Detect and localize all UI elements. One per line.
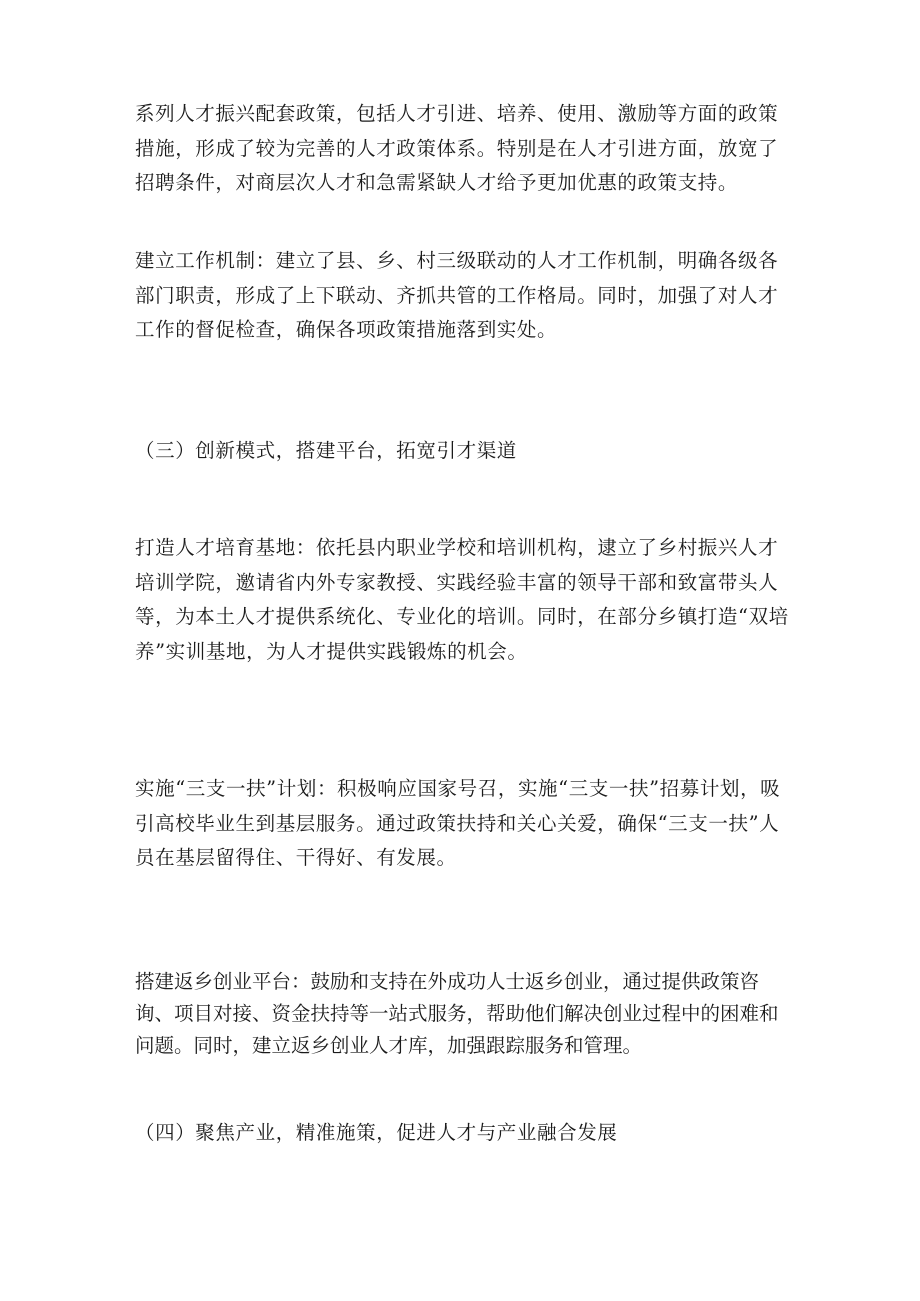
paragraph-three-support-plan: 实施“三支一扶”计划：积极响应国家号召，实施“三支一扶”招募计划，吸引高校毕业生到基层服务。通过政策扶持和关心关爱，确保“三支一扶”人员在基层留得住、干得好、有发展。 (135, 777, 781, 869)
paragraph-training-base: 打造人才培育基地：依托县内职业学校和培训机构，逮立了乡村振兴人才培训学院，邀请省内外专家教授、实践经验丰富的领导干部和致富带头人等，为本土人才提供系统化、专业化的培训。同时，在部分乡镇打造“双培养”实训基地，为人才提供实践锻炼的机会。 (135, 536, 789, 663)
section-heading-3: （三）创新模式，搭建平台，拓宽引才渠道 (135, 439, 517, 462)
paragraph-talent-policy: 系列人才振兴配套政策，包括人才引进、培养、使用、激励等方面的政策措施，形成了较为完善的人才政策体系。特别是在人才引进方面，放宽了招聘条件，对商层次人才和急需紧缺人才给予更加优惠的政策支持。 (135, 102, 779, 194)
paragraph-work-mechanism: 建立工作机制：建立了县、乡、村三级联动的人才工作机制，明确各级各部门职责，形成了上下联动、齐抓共管的工作格局。同时，加强了对人才工作的督促检查，确保各项政策措施落到实处。 (135, 249, 779, 341)
section-heading-4: （四）聚焦产业，精准施策，促进人才与产业融合发展 (135, 1121, 618, 1144)
paragraph-return-entrepreneurship: 搭建返乡创业平台：鼓励和支持在外成功人士返乡创业，通过提供政策咨询、项目对接、资金扶持等一站式服务，帮助他们解决创业过程中的困难和问题。同时，建立返乡创业人才库，加强跟踪服务和管理。 (135, 970, 779, 1057)
